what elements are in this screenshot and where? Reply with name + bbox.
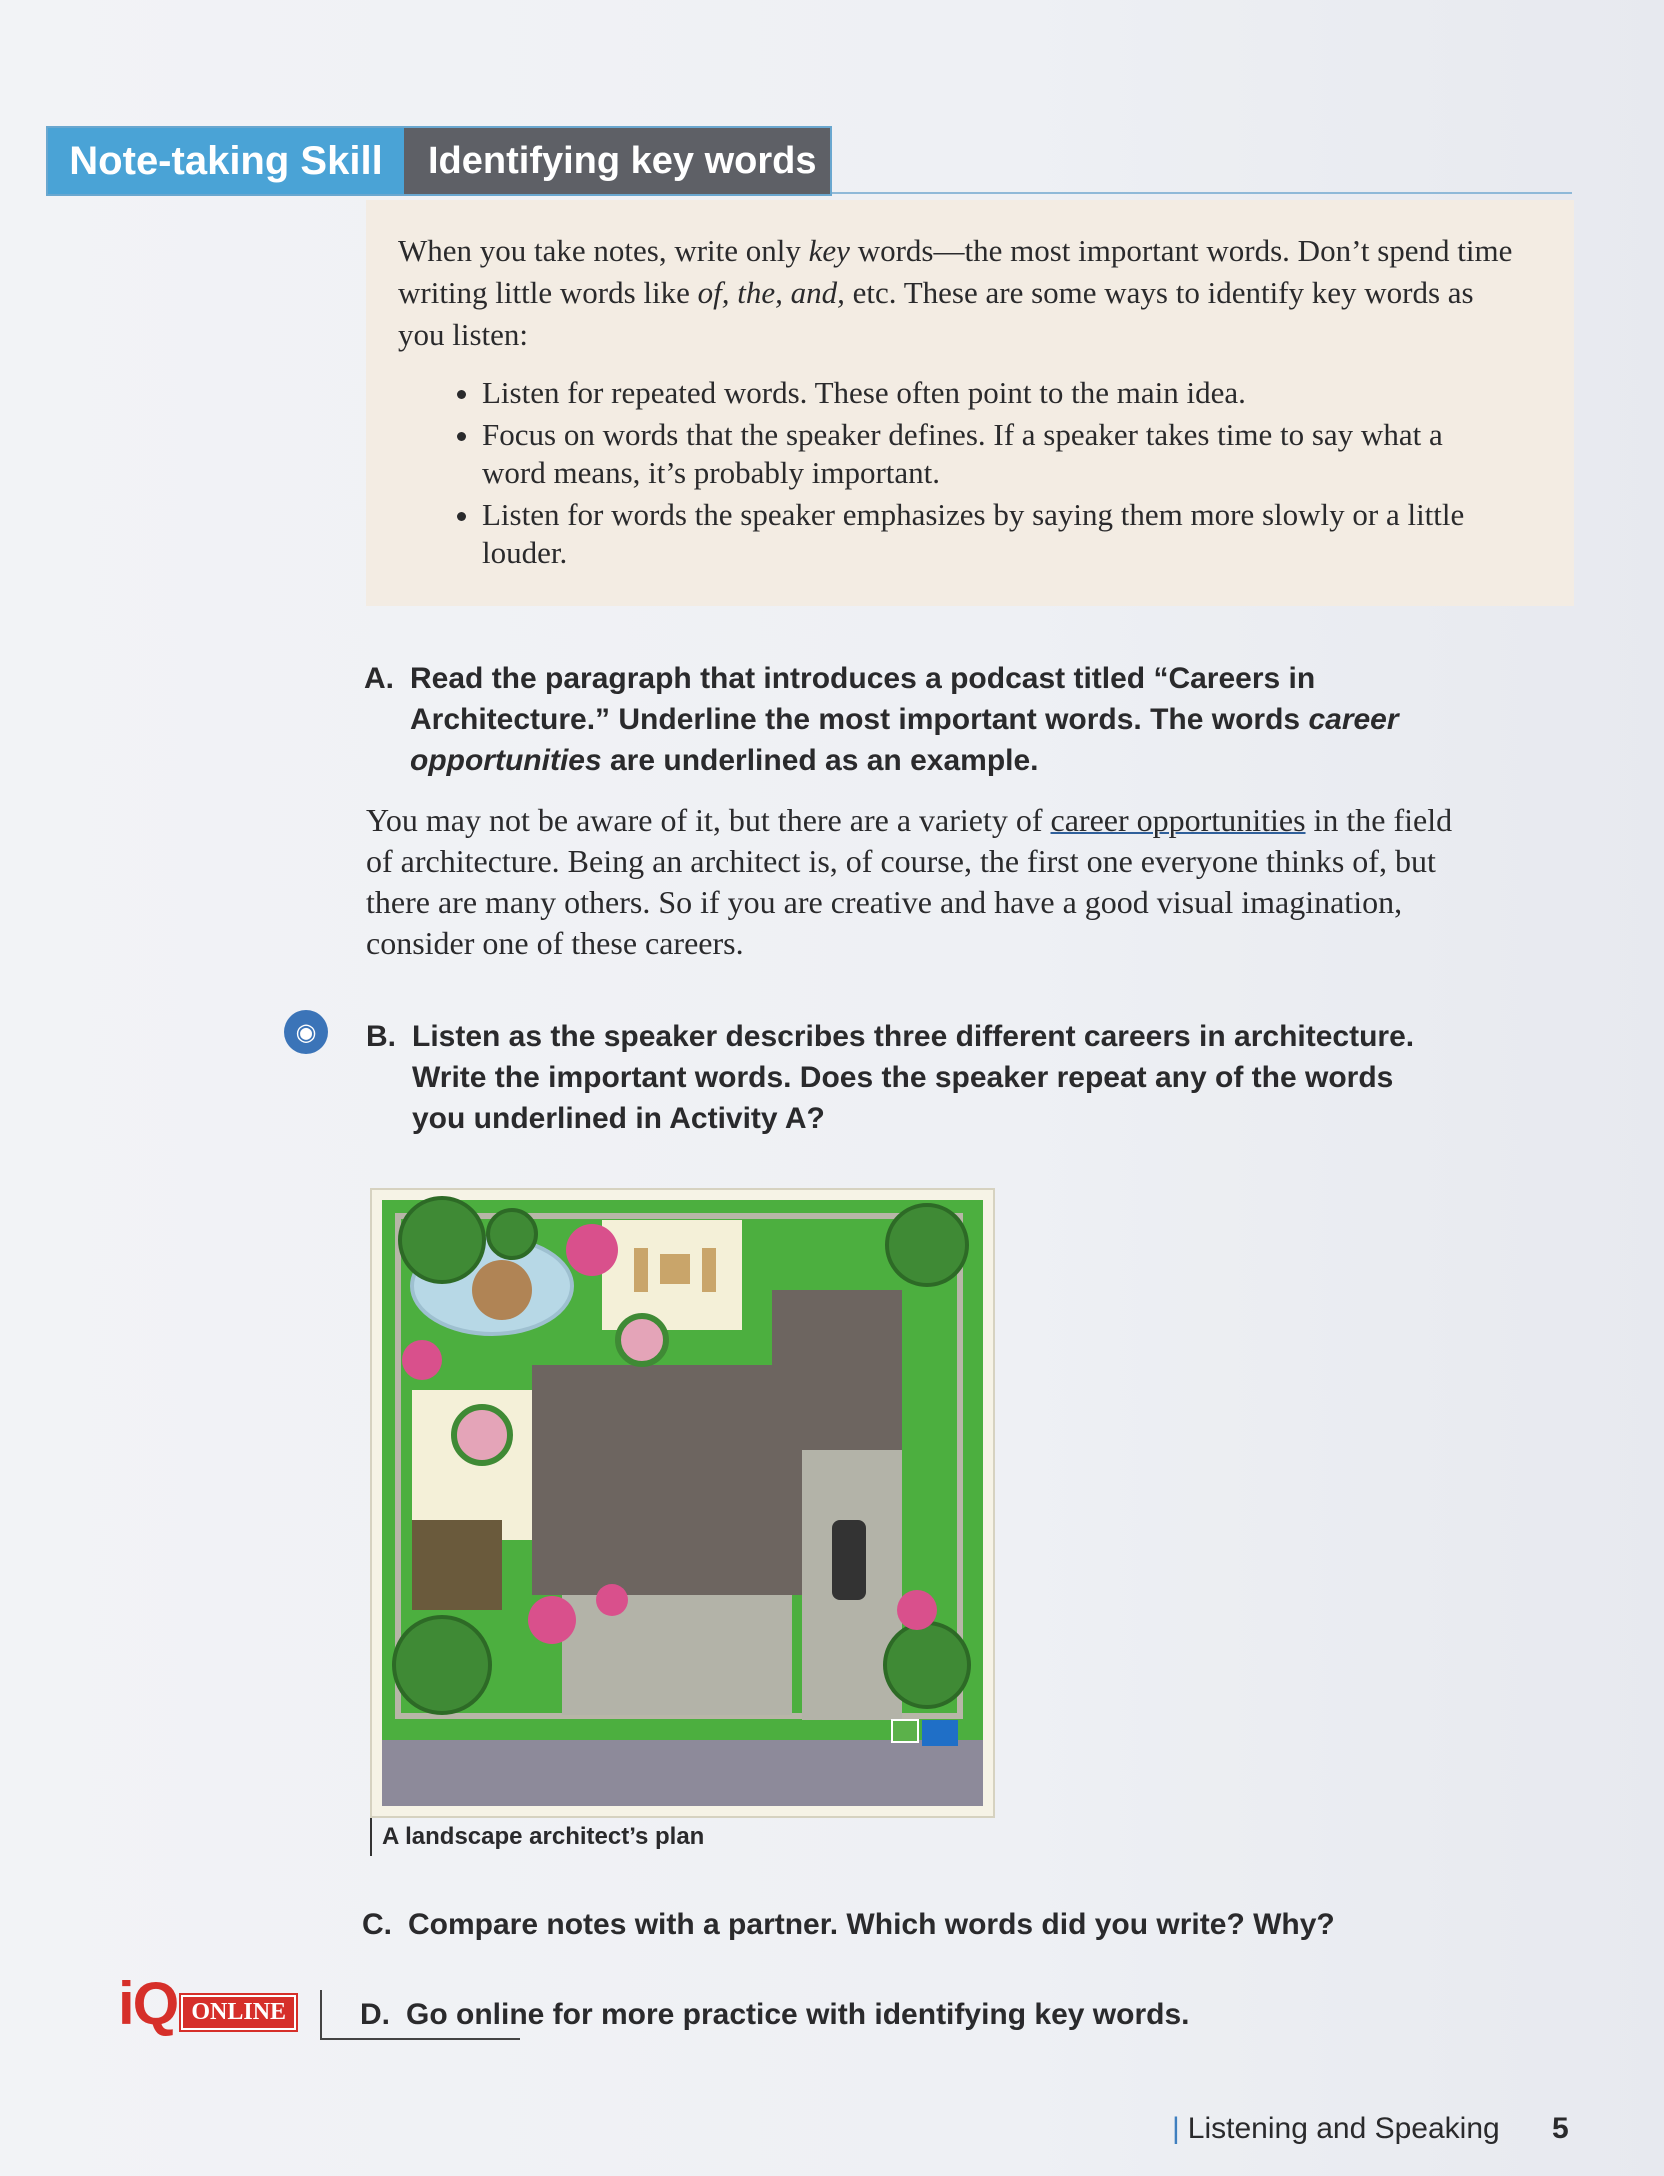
- key-word-tips: [398, 374, 1514, 572]
- book-title: Listening and Speaking: [1187, 2112, 1500, 2145]
- flower-bed: [566, 1224, 618, 1276]
- intro-text: When you take notes, write only: [398, 233, 809, 268]
- activity-letter: D.: [360, 1998, 390, 2031]
- trash-bin: [922, 1720, 958, 1746]
- activity-c: [362, 1904, 1408, 1945]
- activity-a: [364, 658, 1470, 781]
- podcast-intro-paragraph: [366, 800, 1486, 964]
- activity-a-text: are underlined as an example.: [601, 744, 1039, 777]
- activity-letter: C.: [362, 1908, 392, 1941]
- tree: [488, 1210, 536, 1258]
- flower-bed: [897, 1590, 937, 1630]
- activity-c-text: Compare notes with a partner. Which words did you write? Why?: [408, 1908, 1335, 1941]
- recycling-bin: [892, 1720, 918, 1742]
- divider: [320, 2038, 520, 2040]
- skill-label: Note-taking Skill: [48, 128, 404, 194]
- activity-letter: B.: [366, 1020, 396, 1053]
- tree: [400, 1198, 484, 1282]
- page-number: 5: [1552, 2112, 1569, 2145]
- underlined-example: career opportunities: [1050, 802, 1306, 838]
- patio-table: [660, 1254, 690, 1284]
- pond-deck: [472, 1260, 532, 1320]
- patio-bench: [634, 1248, 648, 1292]
- paragraph-text: You may not be aware of it, but there are a variety of: [366, 802, 1051, 838]
- intro-text: etc. These are some ways to identify key words as you listen:: [398, 275, 1474, 352]
- landscape-plan-drawing: [372, 1190, 993, 1816]
- activity-a-example: career opportunities: [410, 703, 1399, 777]
- tree: [887, 1205, 967, 1285]
- tree: [394, 1617, 490, 1713]
- intro-key-word: key: [808, 233, 850, 268]
- activity-d: [360, 1994, 1406, 2035]
- paragraph-text: in the field of architecture. Being an architect is, of course, the first one everyone thinks of, but there are many others. So if you are creative and have a good visual imagination, consider one of these careers.: [366, 802, 1453, 961]
- divider: [320, 1990, 322, 2040]
- tree: [885, 1623, 969, 1707]
- landscape-plan-image: [370, 1188, 995, 1818]
- activity-b: [366, 1016, 1432, 1139]
- activity-a-text: Read the paragraph that introduces a podcast titled “Careers in Architecture.” Underline the most important words. The words: [410, 662, 1316, 736]
- list-item: • Listen for repeated words. These often point to the main idea.: [482, 374, 1514, 412]
- flower-bed: [528, 1596, 576, 1644]
- audio-track-icon[interactable]: ◉: [284, 1010, 328, 1054]
- activity-d-text: Go online for more practice with identifying key words.: [406, 1998, 1190, 2031]
- intro-text: words—the most important words. Don’t spend time writing little words like: [398, 233, 1513, 310]
- road: [382, 1740, 983, 1806]
- intro-paragraph: [398, 230, 1514, 356]
- flower-circle: [454, 1407, 510, 1463]
- list-item: • Listen for words the speaker emphasizes by saying them more slowly or a little louder.: [482, 496, 1514, 572]
- skill-explanation-box: [366, 200, 1574, 606]
- vegetable-garden: [412, 1520, 502, 1610]
- patio-bench: [702, 1248, 716, 1292]
- intro-example-the: the,: [737, 275, 783, 310]
- flower-bed: [402, 1340, 442, 1380]
- walkway: [562, 1595, 792, 1715]
- skill-header: [46, 126, 832, 196]
- activity-b-text: Listen as the speaker describes three different careers in architecture. Write the important words. Does the speaker repeat any of the words you underlined in Activity A?: [412, 1020, 1415, 1135]
- list-item: • Focus on words that the speaker defines. If a speaker takes time to say what a word means, it’s probably important.: [482, 416, 1514, 492]
- figure-caption: A landscape architect’s plan: [370, 1818, 704, 1856]
- house-roof: [532, 1365, 802, 1595]
- iq-logo-text: iQ: [118, 1970, 178, 2037]
- header-rule: [832, 192, 1572, 194]
- iq-online-logo[interactable]: [118, 1970, 296, 2037]
- online-badge: ONLINE: [181, 1995, 296, 2030]
- flower-circle: [618, 1316, 666, 1364]
- car: [832, 1520, 866, 1600]
- flower-bed: [596, 1584, 628, 1616]
- skill-topic: Identifying key words: [404, 128, 830, 194]
- page-footer: [1172, 2112, 1500, 2146]
- intro-example-of: of,: [697, 275, 730, 310]
- activity-letter: A.: [364, 662, 394, 695]
- footer-separator: |: [1172, 2112, 1180, 2145]
- garage-roof: [772, 1290, 902, 1460]
- intro-example-and: and,: [790, 275, 845, 310]
